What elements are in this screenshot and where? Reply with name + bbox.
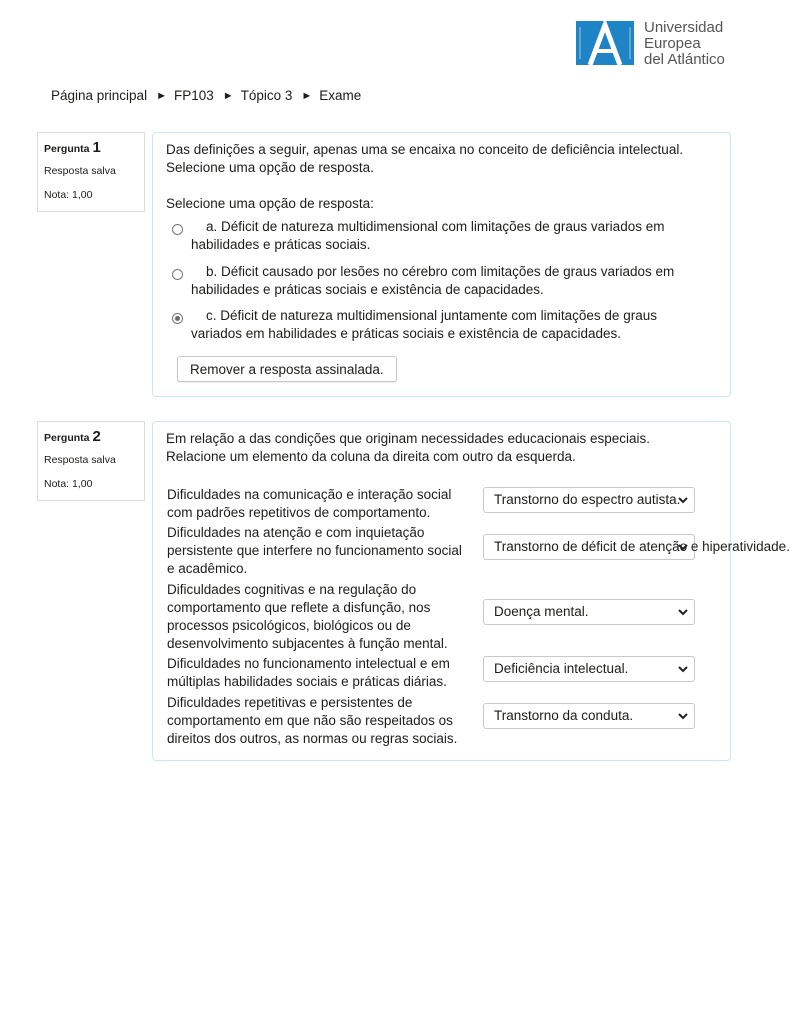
logo-mark-icon bbox=[576, 21, 634, 65]
match-select-4[interactable] bbox=[483, 656, 695, 682]
logo-text bbox=[644, 20, 725, 68]
match-select-2-value: Transtorno de déficit de atenção e hiperatividade. bbox=[494, 539, 790, 554]
logo-line-3: del Atlántico bbox=[644, 51, 725, 68]
logo-line-1: Universidad bbox=[644, 19, 724, 36]
option-b-text: b. Déficit causado por lesões no cérebro com limitações de graus variados em habilidades e práticas sociais e existência de capacidades. bbox=[191, 264, 675, 297]
match-stem-3: Dificuldades cognitivas e na regulação do comportamento que reflete a disfunção, nos processos psicológicos, biológicos ou de desenvolvimento subjacentes à função mental. bbox=[167, 582, 448, 651]
match-select-4-value: Deficiência intelectual. bbox=[494, 661, 629, 676]
breadcrumb-course[interactable]: FP103 bbox=[173, 88, 214, 103]
logo-line-2: Europea bbox=[644, 35, 701, 52]
option-c-text: c. Déficit de natureza multidimensional juntamente com limitações de graus variados em habilidades e práticas sociais e existência de capacidades. bbox=[191, 308, 657, 341]
question-1-content bbox=[152, 132, 731, 397]
chevron-down-icon bbox=[676, 600, 690, 624]
match-select-3-value: Doença mental. bbox=[494, 604, 589, 619]
option-a[interactable] bbox=[172, 218, 692, 254]
match-stem-2: Dificuldades na atenção e com inquietação persistente que interfere no funcionamento social e acadêmico. bbox=[167, 525, 462, 576]
question-2-state: Resposta salva bbox=[44, 454, 116, 466]
match-stem-4: Dificuldades no funcionamento intelectual e em múltiplas habilidades sociais e práticas diárias. bbox=[167, 656, 450, 689]
question-2-number bbox=[44, 428, 144, 445]
question-2-info bbox=[37, 421, 145, 501]
clear-answer-button[interactable]: Remover a resposta assinalada. bbox=[177, 356, 397, 382]
question-number: 1 bbox=[92, 139, 101, 156]
question-label: Pergunta bbox=[44, 432, 90, 444]
match-select-5-value: Transtorno da conduta. bbox=[494, 708, 634, 723]
match-select-3[interactable] bbox=[483, 599, 695, 625]
match-select-1-value: Transtorno do espectro autista. bbox=[494, 492, 681, 507]
breadcrumb-separator-icon: ► bbox=[156, 89, 167, 102]
option-c[interactable] bbox=[172, 307, 692, 343]
breadcrumb-separator-icon: ► bbox=[301, 89, 313, 102]
breadcrumb-home[interactable]: Página principal bbox=[51, 88, 148, 103]
university-logo bbox=[576, 21, 725, 68]
chevron-down-icon bbox=[676, 535, 690, 559]
question-1-grade: Nota: 1,00 bbox=[44, 189, 93, 201]
radio-option-c[interactable] bbox=[172, 313, 183, 324]
breadcrumb-topic[interactable]: Tópico 3 bbox=[240, 88, 293, 103]
question-label: Pergunta bbox=[44, 143, 90, 155]
breadcrumb-exam[interactable]: Exame bbox=[319, 88, 362, 103]
radio-option-b[interactable] bbox=[172, 269, 183, 280]
chevron-down-icon bbox=[676, 657, 690, 681]
question-2-text: Em relação a das condições que originam necessidades educacionais especiais. Relacione um elemento da coluna da direita com outro da esquerda. bbox=[166, 431, 651, 464]
match-select-5[interactable] bbox=[483, 703, 695, 729]
question-1-number bbox=[44, 139, 144, 156]
question-1-state: Resposta salva bbox=[44, 165, 116, 177]
match-select-1[interactable] bbox=[483, 487, 695, 513]
chevron-down-icon bbox=[676, 488, 690, 512]
question-1-info bbox=[37, 132, 145, 212]
question-1-prompt: Selecione uma opção de resposta: bbox=[166, 196, 374, 211]
match-stem-5: Dificuldades repetitivas e persistentes de comportamento em que não são respeitados os direitos dos outros, as normas ou regras sociais. bbox=[167, 695, 458, 746]
question-number: 2 bbox=[92, 428, 101, 445]
chevron-down-icon bbox=[676, 704, 690, 728]
option-a-text: a. Déficit de natureza multidimensional com limitações de graus variados em habilidades e práticas sociais. bbox=[191, 219, 665, 252]
radio-option-a[interactable] bbox=[172, 224, 183, 235]
match-select-2[interactable] bbox=[483, 534, 790, 560]
breadcrumb bbox=[51, 88, 361, 103]
match-stem-1: Dificuldades na comunicação e interação social com padrões repetitivos de comportamento. bbox=[167, 487, 452, 520]
question-2-content bbox=[152, 421, 790, 761]
question-1-text: Das definições a seguir, apenas uma se encaixa no conceito de deficiência intelectual. Selecione uma opção de resposta. bbox=[166, 142, 684, 175]
question-2-grade: Nota: 1,00 bbox=[44, 478, 93, 490]
option-b[interactable] bbox=[172, 263, 692, 299]
breadcrumb-separator-icon: ► bbox=[222, 89, 234, 102]
